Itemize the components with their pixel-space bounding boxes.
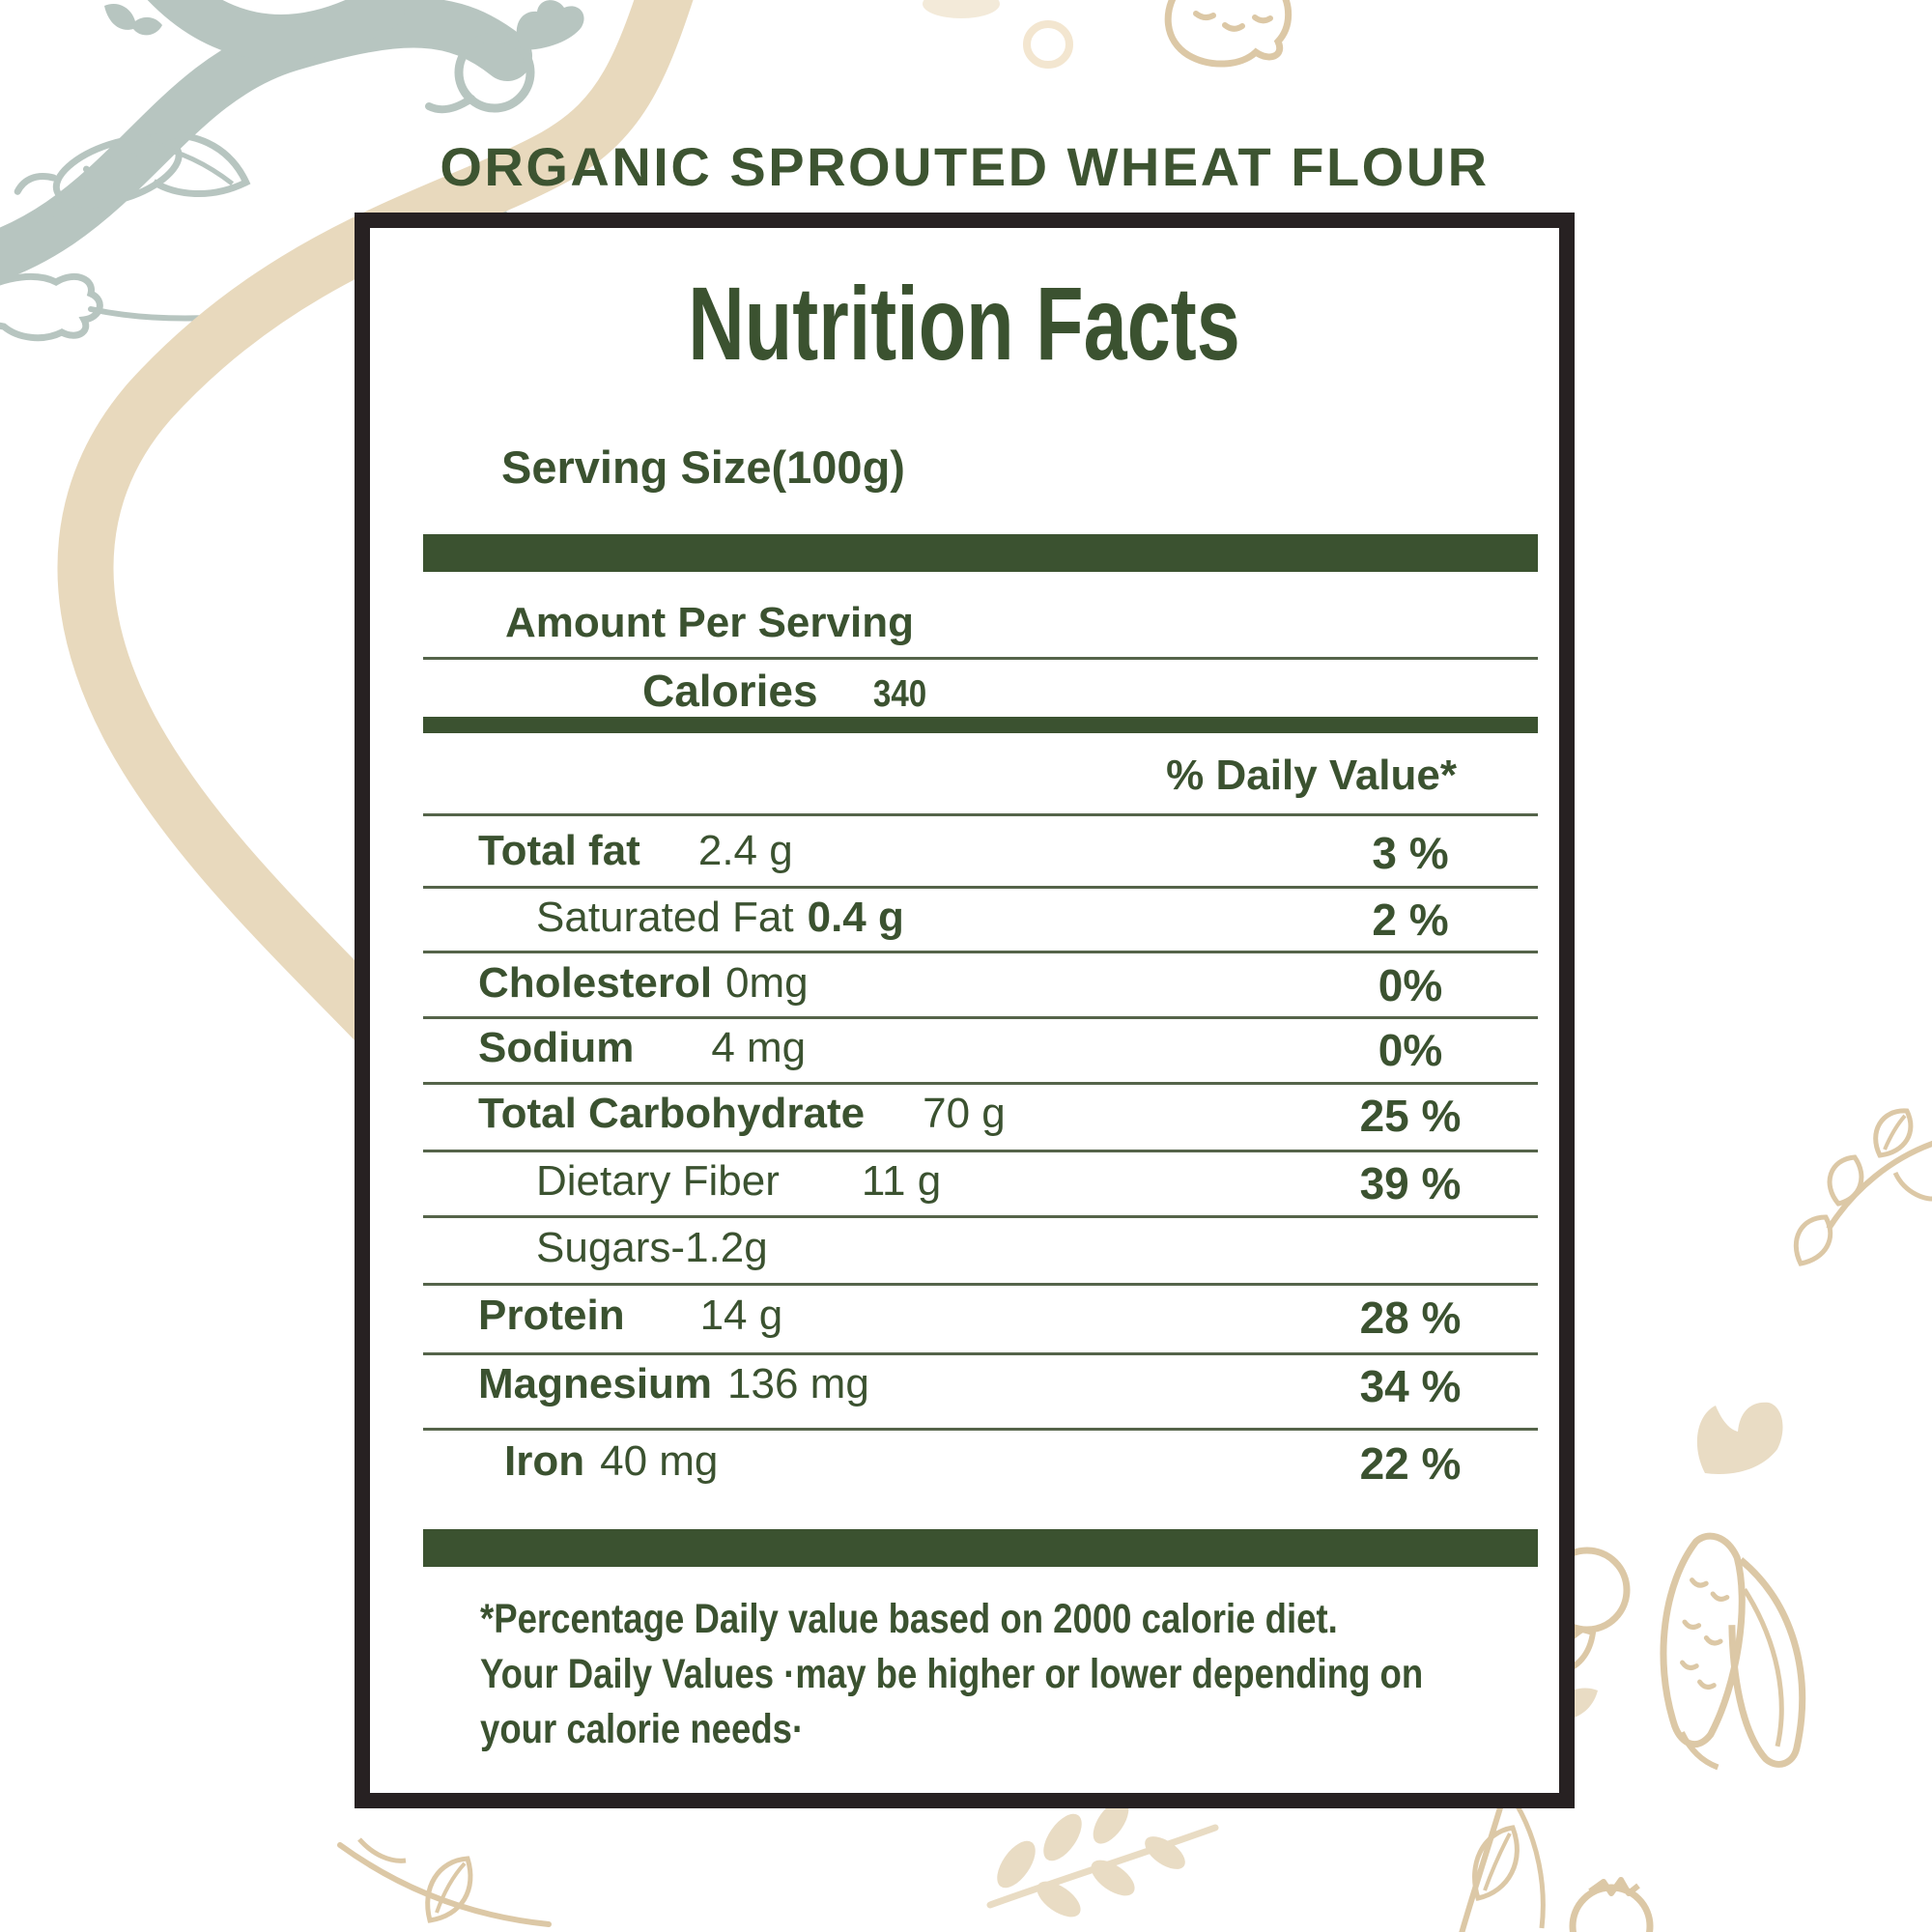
sprout-icon	[104, 4, 162, 35]
nutrient-value: 40 mg	[600, 1437, 719, 1485]
divider	[423, 1283, 1538, 1286]
nutrient-name: Magnesium	[478, 1360, 713, 1407]
right-leaf-sprig-icon	[1796, 1111, 1932, 1264]
calories-value: 340	[872, 673, 926, 715]
nutrient-daily-value: 3 %	[1372, 828, 1449, 878]
footnote-line: your calorie needs·	[480, 1706, 805, 1752]
nutrient-value: 136 mg	[727, 1360, 869, 1407]
divider	[423, 1215, 1538, 1218]
calories-label: Calories	[642, 666, 818, 716]
nutrient-row-total-carbohydrate	[423, 1090, 1538, 1144]
nutrient-row-cholesterol	[423, 959, 1538, 1013]
nutrient-daily-value: 28 %	[1359, 1293, 1462, 1343]
nutrition-facts-panel	[355, 213, 1575, 1808]
divider	[423, 657, 1538, 660]
footnote	[480, 1592, 1423, 1757]
nutrient-value: 70 g	[923, 1090, 1006, 1137]
nutrient-row-sugars	[423, 1224, 1538, 1278]
nutrition-facts-heading-text: Nutrition Facts	[688, 265, 1241, 382]
thick-divider-middle	[423, 717, 1538, 733]
nutrient-row-dietary-fiber	[423, 1157, 1538, 1211]
tomato-icon	[1573, 1880, 1650, 1932]
nutrient-value: 11 g	[861, 1157, 942, 1205]
bottom-left-branch-icon	[340, 1839, 549, 1924]
amount-per-serving-label: Amount Per Serving	[505, 599, 914, 646]
nutrient-name: Cholesterol	[478, 959, 713, 1007]
footnote-line: Your Daily Values ·may be higher or lower depending on	[480, 1651, 1424, 1697]
nutrient-value: 0mg	[725, 959, 809, 1007]
nutrient-value: 0.4 g	[807, 894, 904, 941]
beige-blob-icon	[923, 0, 1000, 18]
nutrient-daily-value: 22 %	[1359, 1438, 1462, 1489]
nutrient-daily-value: 0%	[1378, 960, 1443, 1010]
nutrient-name: Sugars-1.2g	[536, 1224, 768, 1271]
nutrition-facts-heading	[370, 263, 1559, 384]
divider	[423, 1082, 1538, 1085]
divider	[423, 1016, 1538, 1019]
nutrient-value: 14 g	[699, 1292, 783, 1339]
divider	[423, 951, 1538, 953]
nutrient-name: Sodium	[478, 1024, 635, 1071]
nutrient-row-iron	[423, 1437, 1538, 1492]
nutrient-daily-value: 39 %	[1359, 1158, 1462, 1208]
nutrient-name: Dietary Fiber	[536, 1157, 780, 1205]
footnote-line: *Percentage Daily value based on 2000 calorie diet.	[480, 1596, 1338, 1642]
middle-sprig-icon	[989, 1794, 1215, 1923]
tulip-icon	[1697, 1403, 1783, 1474]
nutrient-row-magnesium	[423, 1360, 1538, 1414]
nutrient-row-total-fat	[423, 827, 1538, 881]
nutrient-daily-value: 2 %	[1372, 895, 1449, 945]
nutrient-daily-value: 0%	[1378, 1025, 1443, 1075]
nutrient-value: 4 mg	[711, 1024, 807, 1071]
calories-row	[642, 665, 931, 717]
thick-divider-bottom	[423, 1529, 1538, 1567]
serving-size: Serving Size(100g)	[501, 441, 905, 493]
nutrient-row-sodium	[423, 1024, 1538, 1078]
beige-ring-icon	[1027, 24, 1069, 65]
nutrient-row-saturated-fat	[423, 894, 1538, 948]
divider	[423, 886, 1538, 889]
product-title: ORGANIC SPROUTED WHEAT FLOUR	[440, 136, 1490, 197]
nutrient-name: Protein	[478, 1292, 625, 1339]
divider	[423, 1428, 1538, 1431]
nutrient-row-protein	[423, 1292, 1538, 1346]
nutrient-daily-value: 34 %	[1359, 1361, 1462, 1411]
turnip-icon	[1168, 0, 1288, 64]
divider	[423, 813, 1538, 816]
nutrient-name: Iron	[504, 1437, 585, 1485]
corn-bottom-icon	[1651, 1532, 1819, 1776]
nutrient-daily-value: 25 %	[1359, 1091, 1462, 1141]
divider	[423, 1352, 1538, 1355]
daily-value-header: % Daily Value*	[1166, 752, 1457, 799]
nutrient-name: Total Carbohydrate	[478, 1090, 866, 1137]
nutrient-value: 2.4 g	[697, 827, 793, 874]
divider	[423, 1150, 1538, 1152]
nutrient-name: Saturated Fat	[536, 894, 794, 941]
nutrient-name: Total fat	[478, 827, 640, 874]
thick-divider-top	[423, 534, 1538, 572]
